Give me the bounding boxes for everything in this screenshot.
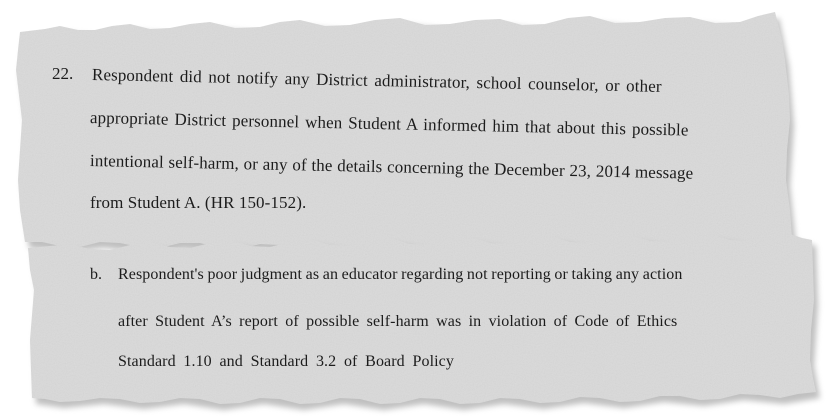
excerpt-top-line-3: intentional self-harm, or any of the details concerning the December 23, 2014 message: [89, 151, 694, 183]
excerpt-bottom-line-3: Standard 1.10 and Standard 3.2 of Board Policy: [118, 353, 454, 370]
excerpt-bottom-line-2: after Student A’s report of possible self-harm was in violation of Code of Ethics: [118, 313, 678, 330]
excerpt-top-line-4: from Student A. (HR 150-152).: [90, 193, 307, 212]
list-marker: b.: [90, 266, 102, 283]
excerpt-top-line-2: appropriate District personnel when Student A informed him that about this possible: [89, 108, 689, 140]
excerpt-top-line-1: Respondent did not notify any District administrator, school counselor, or other: [91, 65, 662, 96]
paragraph-number: 22.: [52, 64, 74, 83]
excerpt-bottom-line-1: Respondent's poor judgment as an educator regarding not reporting or taking any action: [118, 266, 683, 283]
